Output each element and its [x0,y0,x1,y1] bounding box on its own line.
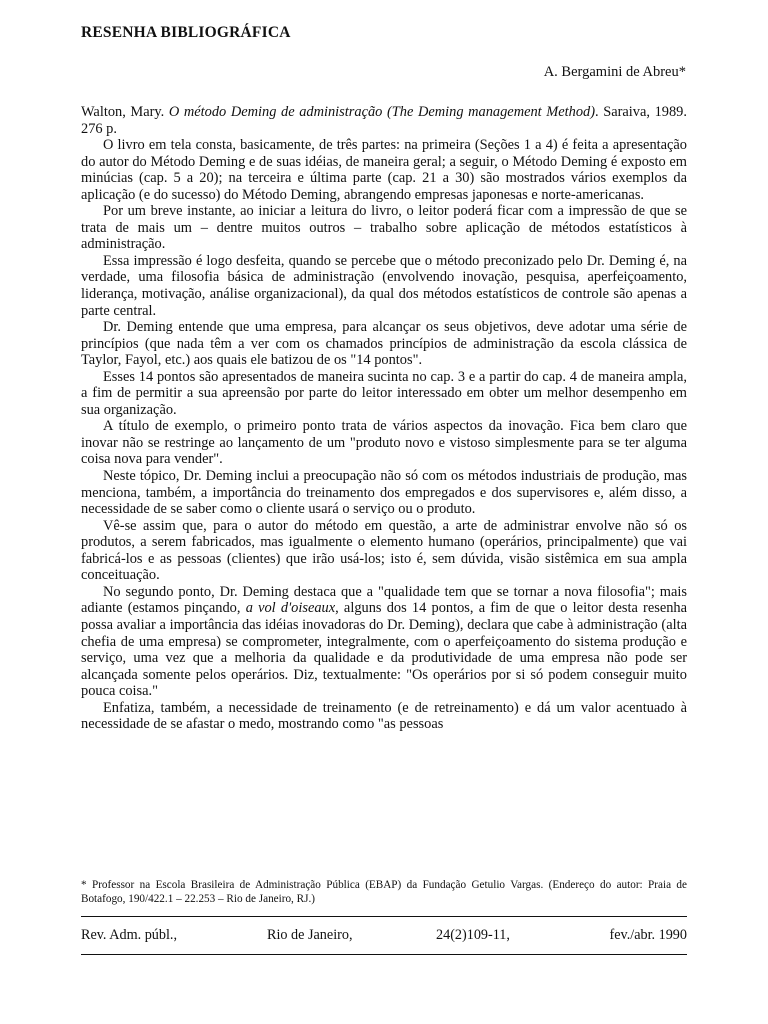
footer-date: fev./abr. 1990 [609,927,687,943]
paragraph-1: O livro em tela consta, basicamente, de três partes: na primeira (Seções 1 a 4) é feita a apresentação do autor do Método Deming e de suas idéias, de maneira geral; a seguir, o Método Deming é exposto em minúcias (cap. 5 a 20); na terceira e última parte (cap. 21 a 30) são mostrados vários exemplos da aplicação (e do sucesso) do Método Deming, abrangendo empresas japonesas e norte-americanas. [81,137,687,203]
paragraph-5: Esses 14 pontos são apresentados de maneira sucinta no cap. 3 e a partir do cap. 4 de maneira ampla, a fim de permitir a sua apreensão por parte do leitor interessado em obter um melhor desempenho em sua organização. [81,368,687,418]
book-publisher: . Saraiva, 1989. 276 p. [81,104,687,137]
paragraph-9-start: No segundo ponto, Dr. Deming destaca que a "qualidade tem que se tornar a nova filosofia"; mais adiante (estamos pinçando, [81,583,687,617]
footer-rule-bottom [81,954,687,955]
paragraph-4: Dr. Deming entende que uma empresa, para alcançar os seus objetivos, deve adotar uma série de princípios (que nada têm a ver com os chamados princípios de administração da escola clássica de Taylor, Fayol, etc.) aos quais ele batizou de os "14 pontos". [81,319,687,369]
paragraph-10: Enfatiza, também, a necessidade de treinamento (e de retreinamento) e dá um valor acentuado à necessidade de se afastar o medo, mostrando como "as pessoas [81,699,687,733]
book-author: Walton, Mary. [81,104,169,120]
footer-rule-top [81,916,687,917]
book-reference [81,104,687,137]
footer-journal: Rev. Adm. públ., [81,927,178,943]
paragraph-8: Vê-se assim que, para o autor do método em questão, a arte de administrar envolve não só os produtos, a serem fabricados, mas igualmente o elemento humano (operários, principalmente) que vai fabricá-los e as pessoas (clientes) que irão usá-los; isto é, sem dúvida, visão sistêmica em sua ampla conceituação. [81,517,687,584]
footnote: * Professor na Escola Brasileira de Administração Pública (EBAP) da Fundação Getulio Vargas. (Endereço do autor: Praia de Botafogo, 190/422.1 – 22.253 – Rio de Janeiro, RJ.) [81,879,687,905]
paragraph-6: A título de exemplo, o primeiro ponto trata de vários aspectos da inovação. Fica bem claro que inovar não se restringe ao lançamento de um "produto novo e vistoso simplesmente para se ter alguma coisa nova para vender". [81,418,687,468]
paragraph-2: Por um breve instante, ao iniciar a leitura do livro, o leitor poderá ficar com a impressão de que se trata de mais um – dentre muitos outros – trabalho sobre aplicação de métodos estatísticos à administração. [81,203,687,253]
review-body [81,104,687,733]
section-title: RESENHA BIBLIOGRÁFICA [81,24,291,41]
paragraph-9-end: , alguns dos 14 pontos, a fim de que o leitor desta resenha possa avaliar a importância das idéias inovadoras do Dr. Deming), declara que cabe à administração (alta chefia de uma empresa) se comprometer, integralmente, com o aperfeiçoamento do sistema produção e serviço, uma vez que a melhoria da qualidade e da produtividade de uma empresa não pode ser alcançada somente pelos operários. Diz, textualmente: "Os operários por si só podem conseguir muito pouca coisa." [81,600,687,700]
paragraph-7: Neste tópico, Dr. Deming inclui a preocupação não só com os métodos industriais de produção, mas menciona, também, a importância do treinamento dos empregados e dos supervisores e, além disso, a necessidade de se saber como o cliente usará o serviço ou o produto. [81,468,687,518]
paragraph-9 [81,584,687,700]
footer-volume: 24(2)109-11, [436,927,510,943]
review-author: A. Bergamini de Abreu* [543,64,686,80]
footer-city: Rio de Janeiro, [267,927,353,943]
book-title: O método Deming de administração (The Deming management Method) [168,104,596,120]
paragraph-9-italic: a vol d'oiseaux [245,600,336,617]
paragraph-3: Essa impressão é logo desfeita, quando se percebe que o método preconizado pelo Dr. Deming é, na verdade, uma filosofia básica de administração (envolvendo inovação, pesquisa, aperfeiçoamento, liderança, motivação, análise organizacional), da qual dos métodos estatísticos de controle são apenas a parte central. [81,252,687,319]
